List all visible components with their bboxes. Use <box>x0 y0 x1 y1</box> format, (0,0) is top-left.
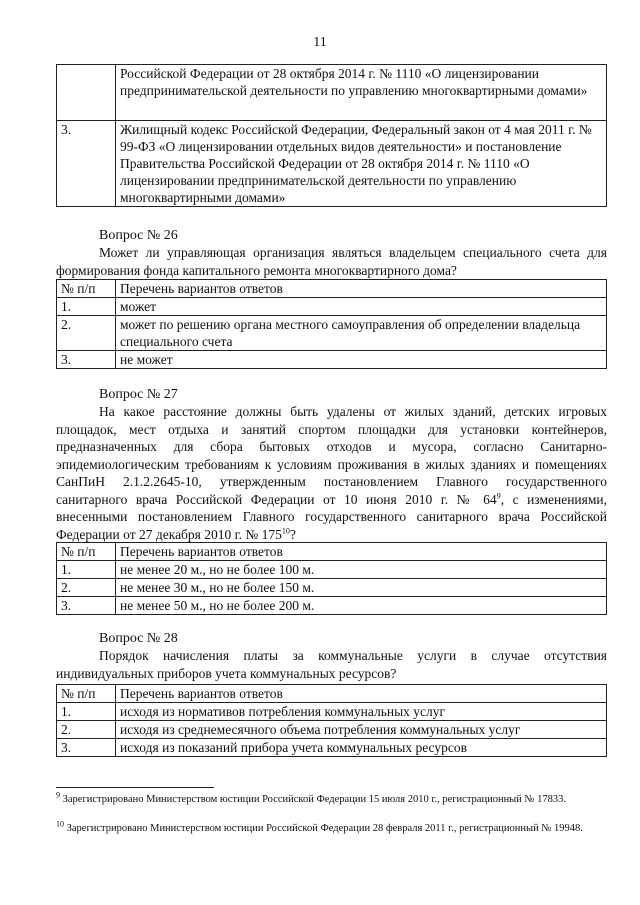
footnote-divider <box>56 787 214 788</box>
header-num: № п/п <box>57 543 116 561</box>
answer-number: 1. <box>57 561 116 579</box>
footnote-mark: 9 <box>56 790 60 800</box>
table-header-row <box>57 280 607 298</box>
table-row <box>57 316 607 351</box>
table-row <box>57 597 607 615</box>
header-num: № п/п <box>57 685 116 703</box>
row-text: Жилищный кодекс Российской Федерации, Федеральный закон от 4 мая 2011 г. № 99-ФЗ «О лицензировании отдельных видов деятельности» и постановление Правительства Российской Федерации от 28 октября 2014 г. № 1110 «О лицензировании предпринимательской деятельности по управлению многоквартирными домами» <box>116 121 607 207</box>
answer-text: может по решению органа местного самоуправления об определении владельца специального счета <box>116 316 607 351</box>
answer-number: 2. <box>57 721 116 739</box>
table-row <box>57 298 607 316</box>
answer-text: не менее 20 м., но не более 100 м. <box>116 561 607 579</box>
answer-number: 3. <box>57 351 116 369</box>
answer-text: не менее 30 м., но не более 150 м. <box>116 579 607 597</box>
table-row <box>57 579 607 597</box>
header-label: Перечень вариантов ответов <box>116 685 607 703</box>
question-text: Порядок начисления платы за коммунальные услуги в случае отсутствия индивидуальных приборов учета коммунальных ресурсов? <box>56 648 607 681</box>
footnote <box>56 819 607 836</box>
table-row <box>57 121 607 207</box>
row-number <box>57 65 116 121</box>
footnote-ref: 9 <box>496 491 501 500</box>
page-number: 11 <box>313 35 327 50</box>
answer-number: 2. <box>57 579 116 597</box>
question-text: Может ли управляющая организация являться владельцем специального счета для формирования фонда капитального ремонта многоквартирного дома? <box>56 245 607 278</box>
references-table <box>56 64 607 207</box>
header-num: № п/п <box>57 280 116 298</box>
answer-text: исходя из среднемесячного объема потребления коммунальных услуг <box>116 721 607 739</box>
row-number: 3. <box>57 121 116 207</box>
question-title: Вопрос № 28 <box>99 631 178 646</box>
row-text: Российской Федерации от 28 октября 2014 г. № 1110 «О лицензировании предпринимательской деятельности по управлению многоквартирными домами» <box>116 65 607 121</box>
answer-text: не может <box>116 351 607 369</box>
footnote-text: Зарегистрировано Министерством юстиции Российской Федерации 15 июля 2010 г., регистрационный № 17833. <box>60 794 566 805</box>
question-title: Вопрос № 27 <box>99 387 178 402</box>
answer-text: может <box>116 298 607 316</box>
answer-text: не менее 50 м., но не более 200 м. <box>116 597 607 615</box>
header-label: Перечень вариантов ответов <box>116 543 607 561</box>
table-row <box>57 65 607 121</box>
table-row <box>57 351 607 369</box>
table-row <box>57 739 607 757</box>
footnote-mark: 10 <box>56 819 64 829</box>
table-row <box>57 703 607 721</box>
table-row <box>57 561 607 579</box>
answer-number: 1. <box>57 703 116 721</box>
answer-text: исходя из нормативов потребления коммунальных услуг <box>116 703 607 721</box>
question-title: Вопрос № 26 <box>99 228 178 243</box>
question-text: На какое расстояние должны быть удалены от жилых зданий, детских игровых площадок, мест отдыха и занятий спортом площадки для установки контейнеров, предназначенных для сбора бытовых отходов и мусора, согласно Санитарно-эпидемиологическим требованиям к условиям проживания в жилых зданиях и помещениях СанПиН 2.1.2.2645-10, утвержденным постановлением Главного государственного санитарного врача Российской Федерации от 10 июня 2010 г. № $64^9$, с изменениями, внесенными постановлением Главного государственного санитарного врача Российской Федерации от 27 декабря 2010 г. № $175^{10}$? <box>56 404 607 542</box>
answers-table <box>56 684 607 757</box>
footnote-ref: 10 <box>281 526 290 535</box>
answer-number: 1. <box>57 298 116 316</box>
footnote <box>56 790 607 807</box>
answer-text: исходя из показаний прибора учета коммунальных ресурсов <box>116 739 607 757</box>
answer-number: 3. <box>57 597 116 615</box>
answers-table <box>56 279 607 369</box>
table-row <box>57 721 607 739</box>
footnote-text: Зарегистрировано Министерством юстиции Российской Федерации 28 февраля 2011 г., регистрационный № 19948. <box>64 823 583 834</box>
answer-number: 2. <box>57 316 116 351</box>
table-header-row <box>57 543 607 561</box>
table-header-row <box>57 685 607 703</box>
header-label: Перечень вариантов ответов <box>116 280 607 298</box>
answers-table <box>56 542 607 615</box>
answer-number: 3. <box>57 739 116 757</box>
